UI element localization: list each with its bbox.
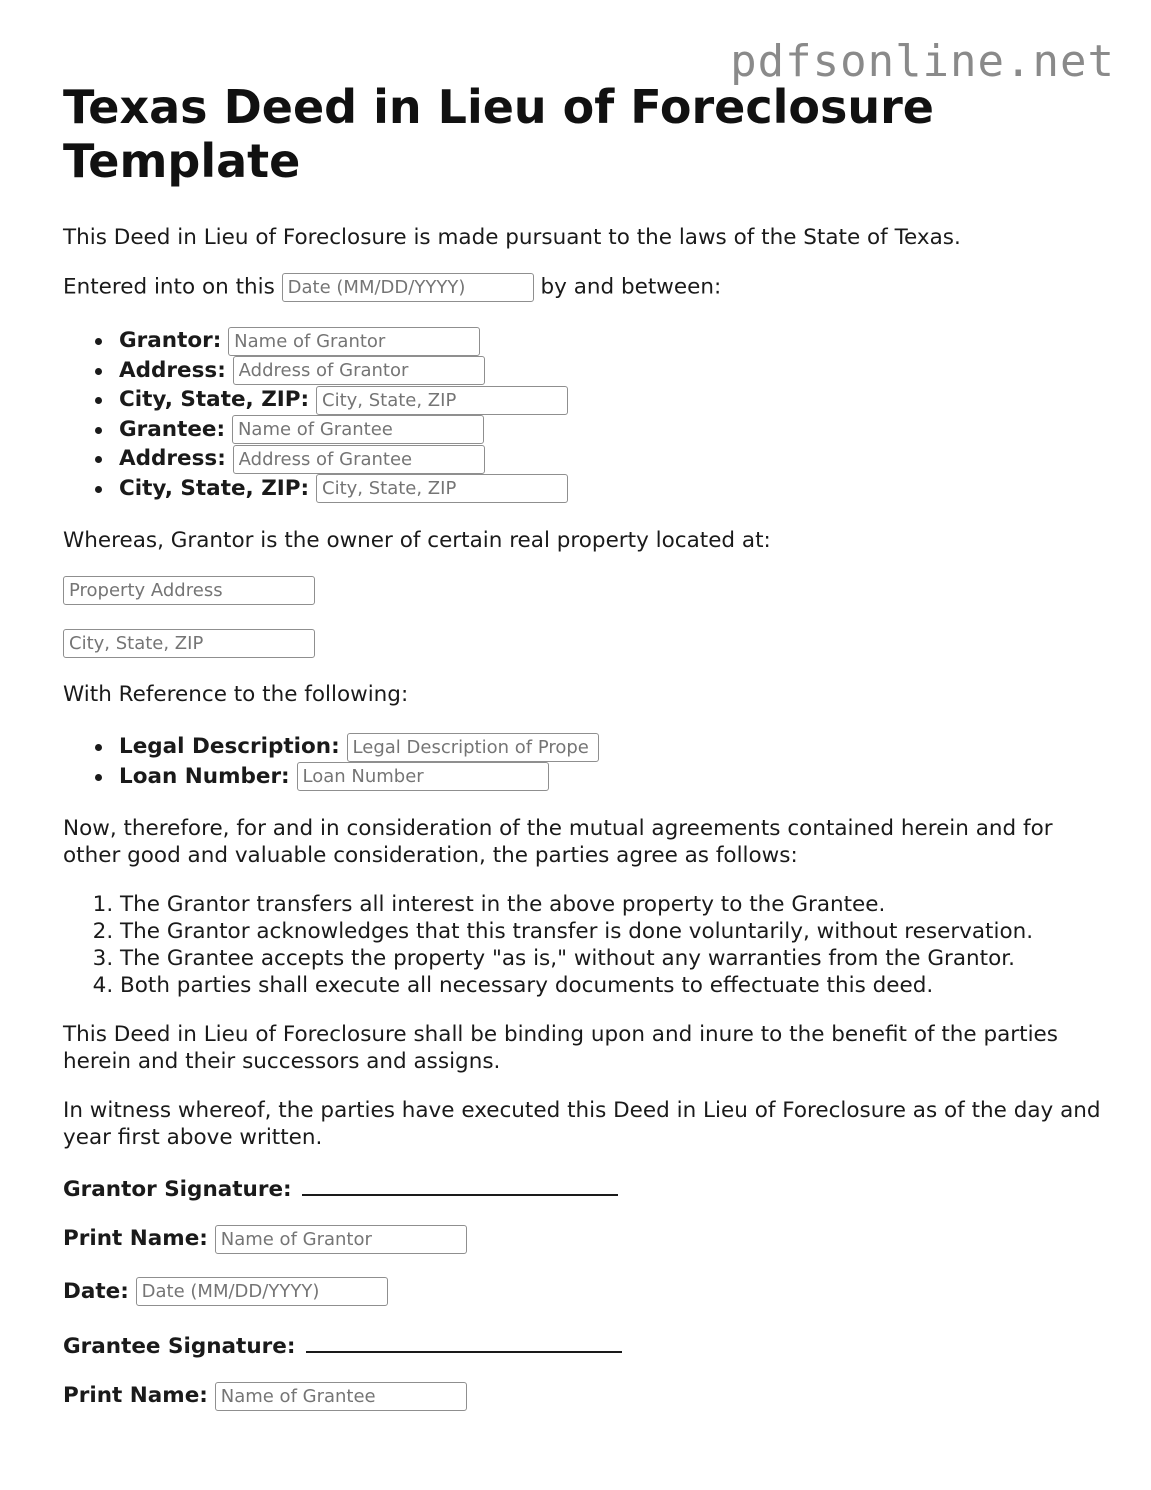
loan-number-label: Loan Number: — [119, 763, 290, 789]
grantor-signature-line[interactable] — [302, 1172, 618, 1196]
grantee-signature-line[interactable] — [306, 1329, 622, 1353]
property-city-row — [63, 629, 1103, 658]
list-item: 4. Both parties shall execute all necessary documents to effectuate this deed. — [120, 972, 1103, 999]
terms-list — [63, 891, 1103, 999]
property-address-input[interactable] — [63, 576, 315, 605]
property-city-input[interactable] — [63, 629, 315, 658]
grantor-address-label: Address: — [119, 357, 226, 383]
grantee-city-input[interactable] — [316, 474, 568, 503]
grantor-print-name-row — [63, 1224, 1103, 1254]
legal-description-label: Legal Description: — [119, 734, 340, 759]
grantor-name-input[interactable] — [228, 327, 480, 356]
list-item: 2. The Grantor acknowledges that this transfer is done voluntarily, without reservation. — [120, 918, 1103, 945]
date-label: Date: — [63, 1278, 129, 1304]
print-name-label: Print Name: — [63, 1226, 208, 1251]
grantee-address-label: Address: — [119, 446, 226, 471]
list-item — [91, 385, 1103, 415]
grantee-label: Grantee: — [119, 416, 226, 442]
grantee-name-input[interactable] — [232, 415, 484, 444]
grantor-label: Grantor: — [119, 328, 222, 353]
grantor-city-label: City, State, ZIP: — [119, 387, 310, 412]
print-name-label: Print Name: — [63, 1383, 208, 1408]
grantor-print-name-input[interactable] — [215, 1225, 467, 1254]
list-item — [91, 732, 1103, 762]
reference-fields-list — [63, 732, 1103, 791]
entered-suffix: by and between: — [540, 274, 722, 300]
reference-paragraph: With Reference to the following: — [63, 682, 409, 707]
document-page — [63, 80, 1103, 1411]
whereas-paragraph: Whereas, Grantor is the owner of certain real property located at: — [63, 528, 771, 553]
property-address-row — [63, 576, 1103, 605]
list-item — [91, 356, 1103, 386]
binding-paragraph: This Deed in Lieu of Foreclosure shall be binding upon and inure to the benefit of the parties herein and their successors and assigns. — [63, 1022, 1058, 1074]
signature-date-input[interactable] — [136, 1277, 388, 1306]
list-item: 3. The Grantee accepts the property "as is," without any warranties from the Grantor. — [120, 945, 1103, 972]
list-item — [91, 762, 1103, 792]
list-item: 1. The Grantor transfers all interest in the above property to the Grantee. — [120, 891, 1103, 918]
entered-prefix: Entered into on this — [63, 274, 275, 300]
grantee-address-input[interactable] — [233, 445, 485, 474]
grantor-signature-row — [63, 1172, 1103, 1204]
page-title: Texas Deed in Lieu of Foreclosure Template — [63, 80, 934, 188]
list-item — [91, 444, 1103, 474]
date-row — [63, 1277, 1103, 1307]
grantor-city-input[interactable] — [316, 386, 568, 415]
list-item — [91, 326, 1103, 356]
agreement-date-input[interactable] — [282, 273, 534, 302]
watermark: pdfsonline.net — [730, 36, 1115, 87]
grantor-address-input[interactable] — [233, 356, 485, 385]
entered-into-line — [63, 273, 1103, 302]
list-item — [91, 415, 1103, 445]
grantor-signature-label: Grantor Signature: — [63, 1177, 292, 1202]
grantee-signature-row — [63, 1329, 1103, 1361]
loan-number-input[interactable] — [297, 762, 549, 791]
grantee-city-label: City, State, ZIP: — [119, 475, 310, 501]
list-item — [91, 474, 1103, 504]
legal-description-input[interactable] — [347, 733, 599, 762]
witness-paragraph: In witness whereof, the parties have executed this Deed in Lieu of Foreclosure as of the day and year first above written. — [63, 1098, 1101, 1150]
grantee-signature-label: Grantee Signature: — [63, 1334, 296, 1359]
now-therefore-paragraph: Now, therefore, for and in consideration of the mutual agreements contained herein and for other good and valuable consideration, the parties agree as follows: — [63, 816, 1053, 868]
grantee-print-name-row — [63, 1381, 1103, 1411]
intro-paragraph: This Deed in Lieu of Foreclosure is made pursuant to the laws of the State of Texas. — [63, 225, 961, 250]
party-fields-list — [63, 326, 1103, 503]
grantee-print-name-input[interactable] — [215, 1382, 467, 1411]
